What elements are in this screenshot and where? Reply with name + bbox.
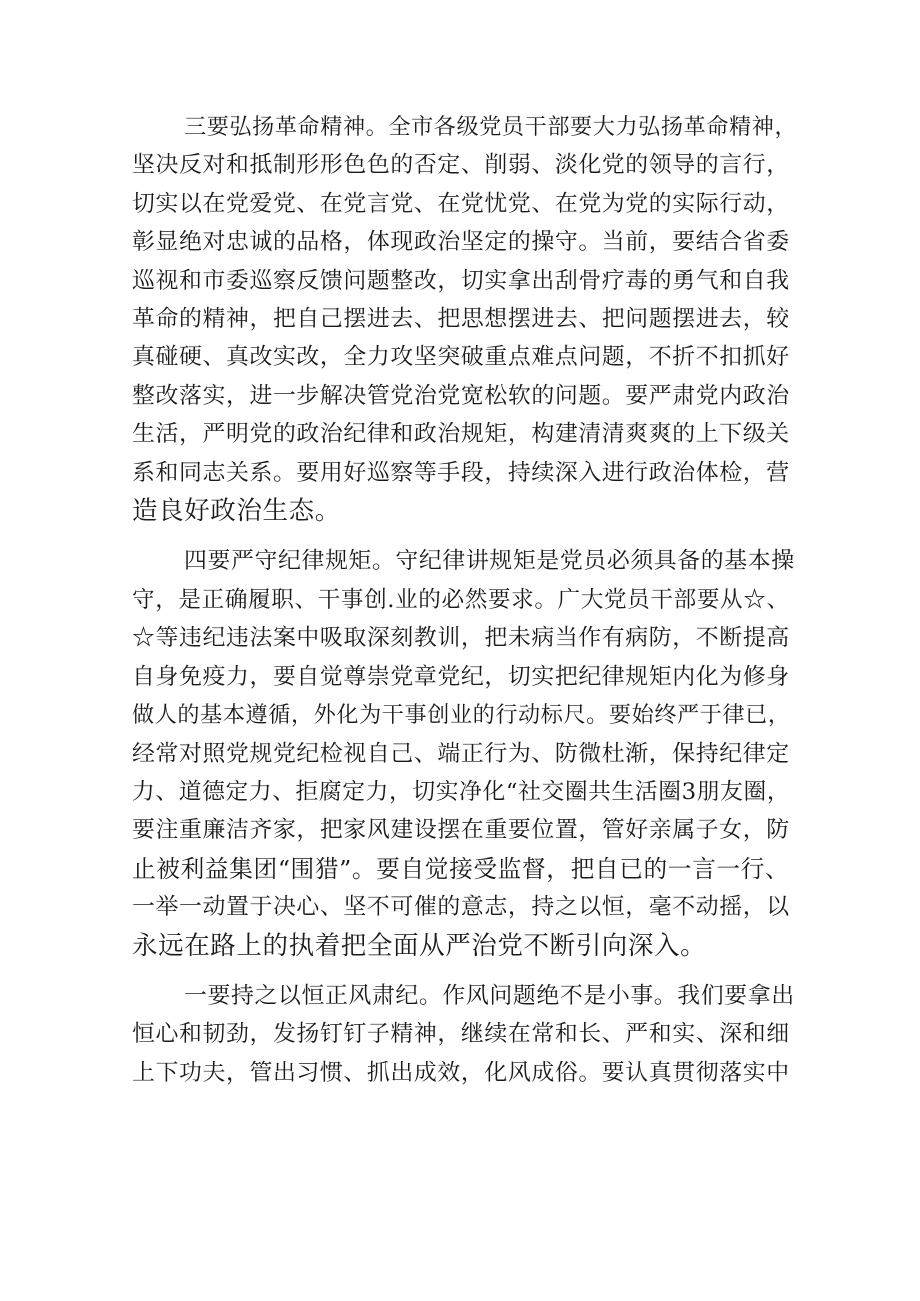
paragraph-line: 坚决反对和抵制形形色色的否定、削弱、淡化党的领导的言行， [132,152,790,179]
paragraph [132,108,798,530]
paragraph [132,977,795,1092]
paragraph-line: 经常对照党规党纪检视自己、端正行为、防微杜渐，保持纪律定 [132,740,790,767]
paragraph-line: 三要弘扬革命精神。全市各级党员干部要大力弘扬革命精神， [184,114,798,140]
paragraph-line: 四要严守纪律规矩。守纪律讲规矩是党员必须具备的基本操 [184,548,795,575]
paragraph-line: 生活，严明党的政治纪律和政治规矩，构建清清爽爽的上下级关 [132,421,790,448]
paragraph-line: 切实以在党爱党、在党言党、在党忧党、在党为党的实际行动， [132,190,790,217]
paragraph-line: 整改落实，进一步解决管党治党宽松软的问题。要严肃党内政治 [132,382,790,409]
paragraph-line: 力、道德定力、拒腐定力，切实净化“社交圈共生活圈3朋友圈， [132,778,791,805]
paragraph-line: 止被利益集团“围猎”。要自觉接受监督，把自已的一言一行、 [132,854,790,883]
paragraph-line: 巡视和市委巡察反馈问题整改，切实拿出刮骨疗毒的勇气和自我 [132,267,790,294]
paragraph-line: 要注重廉洁齐家，把家风建设摆在重要位置，管好亲属子女，防 [132,817,790,844]
paragraph [132,542,795,964]
paragraph-line: 自身免疫力，要自觉尊崇党章党纪，切实把纪律规矩内化为修身 [132,663,790,690]
paragraph-line: 守，是正确履职、干事创.业的必然要求。广大党员干部要从☆、 [132,586,790,613]
paragraph-line: 革命的精神，把自己摆进去、把思想摆进去、把问题摆进去，较 [132,306,790,333]
document-body [132,108,798,1092]
paragraph-line: 恒心和韧劲，发扬钉钉子精神，继续在常和长、严和实、深和细 [132,1021,790,1048]
paragraph-line: 系和同志关系。要用好巡察等手段，持续深入进行政治体检，营 [132,459,790,486]
paragraph-line: ☆等违纪违法案中吸取深刻教训，把未病当作有病防，不断提高 [132,625,790,652]
paragraph-line: 真碰硬、真改实改，全力攻坚突破重点难点问题，不折不扣抓好 [132,344,790,371]
paragraph-line: 做人的基本遵循，外化为干事创业的行动标尺。要始终严于律已， [132,702,791,729]
paragraph-line: 一要持之以恒正风肃纪。作风问题绝不是小事。我们要拿出 [184,982,795,1009]
paragraph-line: 彰显绝对忠诚的品格，体现政治坚定的操守。当前，要结合省委 [132,229,790,256]
paragraph-line: 造良好政治生态。 [132,496,341,527]
paragraph-line: 永远在路上的执着把全面从严治党不断引向深入。 [132,930,707,961]
paragraph-line: 上下功夫，管出习惯、抓出成效，化风成俗。要认真贯彻落实中 [132,1059,790,1086]
paragraph-line: 一举一动置于决心、坚不可催的意志，持之以恒，毫不动摇，以 [132,894,790,921]
